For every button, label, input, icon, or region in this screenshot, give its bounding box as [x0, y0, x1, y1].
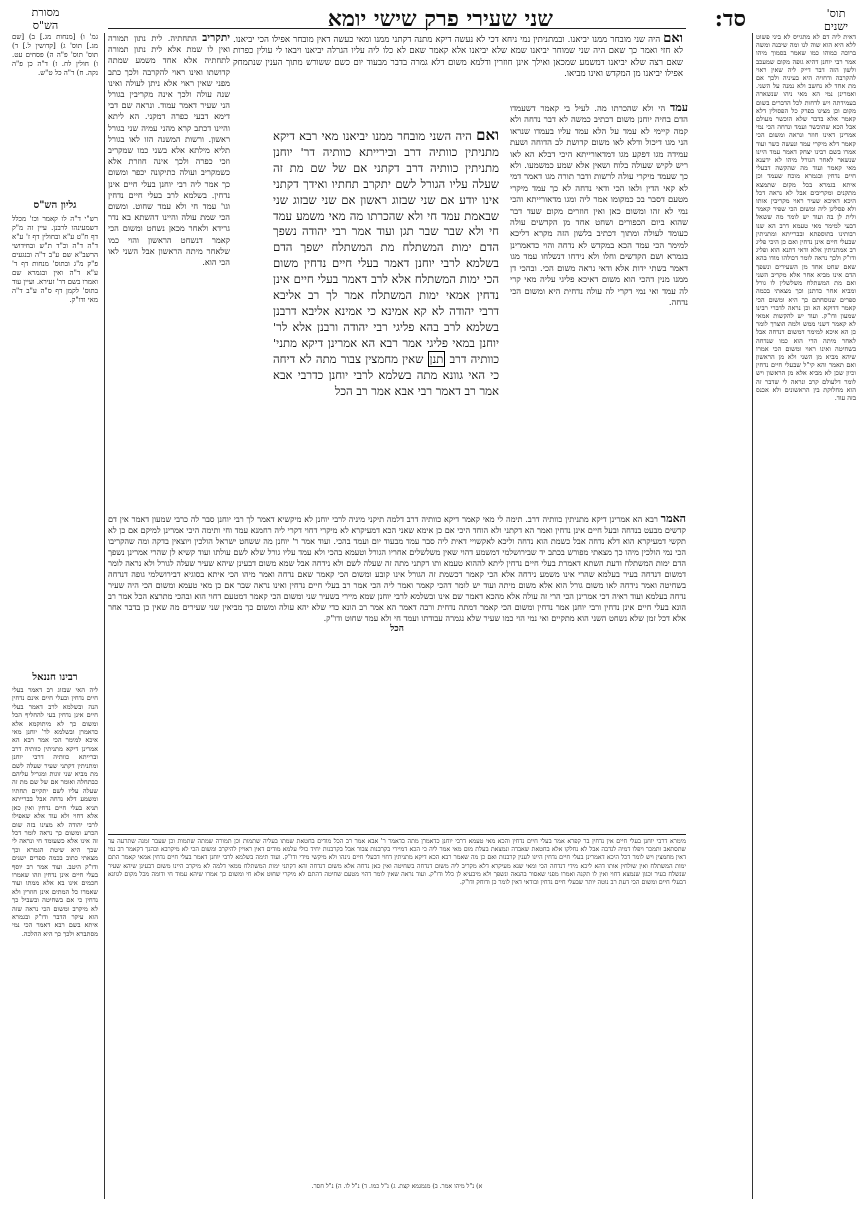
left-column-divider — [104, 33, 105, 1199]
left-commentary-block — [108, 33, 230, 507]
middle-commentary-end-word: הכל — [390, 623, 404, 634]
top-commentary-lead-word: ואם — [663, 33, 683, 46]
gemara-main-text — [273, 128, 499, 420]
footnotes-block — [108, 838, 686, 1182]
rabbenu-chananel-title: רבינו חננאל — [32, 672, 78, 683]
mesorat-hashas-label: מסורת הש"ס — [31, 6, 60, 32]
gilyon-text: רש"י ד"ה לו קאמר וכו' מכלל דשמעינהו לרבנן. עיין זה מ"ק דף ח"ט ע"א ובחולין דף ז' ע"א ד"ה ד"ה וכ"ד ת"ש ובחידושי הרשב"א שם ע"ב ד"ה ובנגעים פ"ק מ"ג ובתוס' מנחות דף ד' ע"א ד"ה ואין ובגמרא שם ואמרו בשם דר' זעירא. ועיין עוד בתוס' לקמן דף ס"ה ע"ב ד"ה מאי ודו"ק. — [12, 215, 98, 304]
middle-commentary-block — [108, 514, 686, 832]
right-commentary-text: הי ולא שהכרתו מה. לעיל בי קאמר דשעמדו הדם בחיה יוחנן משום דכתיב כמשה לא דבר נדחה ולא קמה קיימי לא עמד על הלא עמד עליו בעמדו שנראו הני מגו דיכול ודלא לאו משום קדושת לב הדוחה ושעת עמידה מגו דפקע מגו דמדאורייתא היכי דבלא הא לאו ריש לקיש שעולה בלוח ושאין אלא שמע כמשמעו. ולא כך שעמד מיקרי עולה לרשות ודבר תורה מגו דאמר דמי לא קאי הדין ולאו הכי ודאי נדחה לא כך עמד מיקרי מטעם דסבר בכ כמקומו אמר ליה ומגו מדאורייתא והכי נמי לא זהו ומשום כאן ואין חוזרים מקום שעד דבר שהוא ביום הכפורים ושחט אחד מן הקדשים עולה כעומד לעולה ומתוך דכתיב בלשון הזה מקרא דליכא למימר הכי עמד הכא במקדש לא נדחה והוי כדאמרינן בגמרא ושם הקדשים וחלו ולא נידחו דנשלחו עמד מגו דאמר בשתי ידות אלא ודאי נראה משום הכי. ובהכי דן ממנו מנין דהכי הוא משום דאיכא פליגי עליה מאי קרי לה עמד ואי נמי דקרי לה עולה נדחית היא ומשום הכי נדחה. — [510, 103, 688, 307]
gilyon-hashas-title: גליון הש"ס — [33, 200, 77, 211]
middle-commentary-text: רבא הא אמרינן דיקא מתניתין כוותיה דרב. תימה לי מאי קאמר דיקא כוותיה דרב דלמה תיקני מיניה לרבי יוחנן לא מיקשיא דאמר לך רבי יוחנן סבר לה כרבי שמעון דאמר אין דם קדשים מבעט בנדחה ובעל חיים אינן נדחין ואמר הא דקתני ולא הוחד היכי אם כן אימא שאני הכא דמעיקרא לא מיקרי דחוי דקרי ליה רחמנא עמד וחי ותימה היכי אמרינן למיקם אם כן לא תקשי דמעיקרא הוא דלא נדחה אבל כשמת הוא נדחה וליכא לאקשויי דאית ליה סבר עמד מבעוד יום ועמד בהכי. ועוד אמר ר' יוחנן מה ששחט ישראל הולכין ויוצאין בדקה ומה שהקריבו הכי נמי הולכין מיהו כך מצאתי מפורש בכתב יד שבירושלמי דמשמע דהוי שאין משלשלים אחריו הגורל וטעמא בהכי ולא עמד עליו גורל שלא לשם עולתו ועוד קשיא לן שהרי אמרינן נשפך הדם ימות המשתלח ודעת השתא דאמרת בעלי חיים נדחין ליתא לההוא טעמא ותו דקתני מתה זה שעלה לשם ולא נידחה אבל שמא משום דבעינן שיהא שעיר שעלה לגורל ולא נראה לומר דמשום דנדחה בעיר בעלמא שהרי אינו משמע נידחה אלא הכי קאמר דכשמת זה הגורל אינו קובע ומשום הכי קאמר שאם נדחה ואמר מיהו הכי איתא בסוגיא דבירושלמי גופה דנדחה בשחיטה ואמר נידחה לאו משום גורל הוא אלא משום מיתה ועוד יש לומר דהכי קאמר ואמר ליה הכי אמר רב בעלי חיים נדחין ואינו נראה שבר אם כן מאי טעמא ומשום הכי היה שעיר נדחה בעלמא ועוד ראיה דכי אמרינן הכי הרי זה עולה אלא מהכא דאמר שם אינו ובשלמא לרבי יוחנן שמא מיירי בשעיר שני ומשום הכי קאמר דמטעם דחוי הוא ובהכי מתרצא הכל אמר רב הונא בעלי חיים אינן נדחין ורבי יוחנן אמר נדחין ומשום הכי קאמר דמתה נדחית ורבה דאמר הא אמר רב הונא כדי שלא יהא עולה ומשום כך מביאין שני שעירים מה שאין כן בדבר אחר אלא דכל זמן שלא נשחט השני הוא מתקיים ואי נמי הוי כמו שעיר שלא נגמרה עבודתו ועמד חי ולא עמד שחוט ודו"ק. — [108, 514, 686, 623]
mesorat-hashas-column — [12, 33, 98, 193]
rabbenu-text: ליה האי שבזוג רב דאמר בעלי חיים נדחין ובעלי חיים אינם נדחין הנה ובשלמא לרב דאמר בעלי חיים אינן נדחין בעי להחליף הכל ומשום כך לא מיתוקמא אלא כדאמרן ובשלמא לר' יוחנן מאי איכא למימר הכי אמר רבא הא אמרינן דיקא מתניתין כוותיה דרב וברייתא כוותיה דרבי יוחנן ומתניתין דקתני שעיר שעלה לשם מת מביא שני זוגות ומגריל עליהם כבתחלה ואומר אם של שם מת זה שעלה עליו לשם יתקיים תחתיו ומשמע דלא נדחה אבל בברייתא תניא בעלי חיים נדחין ואין כאן אלא דחוי ולא עוד אלא שאפילו לרבי יהודה לא מצינו בזה שום הכרע ומשום כך נראה לומר דכל זה אינו אלא כשעומד חי ונראה לי שכך היא שיטת הגמרא וכך מצאתי כתוב בכמה ספרים ישנים ודו"ק היטב. ועוד אמר רב יוסף בעלי חיים אינן נדחין וזהו שאמרו חכמים אינו בא אלא ממתו ועוד שאמרו כל המתים אינן חוזרין ולא נדחין כי אם בשחיטה ובשביל כך לא מיקרב ומשום הכי נראה שזה הוא עיקר הדבר ודו"ק ובגמרא איתא בשם רבא דאמר הכי נמי מסתברא ולכך כך היא ההלכה. — [12, 686, 98, 938]
tosfot-column-label: תוס' ישנים — [824, 7, 848, 33]
header-rule — [108, 28, 686, 29]
gemara-text-part-a: היה השני מובחר ממנו יביאנו מאי רבא דיקא מתניתין כוותיה דרב ובירייתא כוותיה דר' יוחנן מתניתין כוותיה דרב דקתני אם של שם מת זה שעלה עליו הגורל לשם יתקרב תחתיו ואידך דקתני אינו יודע אם שני שבזוג ראשון אם שני שבזוג שני שבאמת עמד חי ולא שהכרתו מה מאי משמע עמד חי ולא שבר שבר תגן ועוד אמר רבי יהודה נשפך הדם ימות המשתלח מת המשתלח ישפך הדם בשלמא לרבי יוחנן דאמר בעלי חיים נדחין משום הכי ימות המשתלח אלא לרב דאמר בעלי חיים אינן נדחין אמאי ימות המשתלח אמר לך רב אליבא דרבי יהודה לא קא אמינא כי אמינא אליבא דרבנן בשלמא לרב בהא פליגי רבי יהודה ורבנן אלא לר' יוחנן במאי פליגי אמר רבא הא אמרינן דיקא מתני' כוותיה דרב — [273, 129, 499, 366]
right-commentary-lead-word: עמד — [669, 102, 688, 114]
top-commentary-text: היה שני מובחר ממנו יביאנו. ובמתניתין נמי ניחא דכי לא נעשה דיקא מתנה דקתני ממנו ומאי כעשה דאין מובחר אפילו הכי יביאנו. לא חזי ואמר כך שאם היה שני שמוחר יביאנו שמא שלא יביאנו אלא קאמר שאם לא כלו ליה עליו הגרלה יביאנו ויבאו לי עולין כפרות שאם רצה שלא יביאנו דמשמע שמכאן ואילך אינן חוזרין ודלמא משום דלא גמרה בדבר מבעוד יום כשם ששורש מתוך הענין שנתמחק אפילו יביאנו מן המקדש ואינו מביאו. — [233, 35, 683, 80]
rabbenu-chananel-column — [12, 686, 98, 1196]
gemara-lead-word: ואם — [476, 128, 499, 144]
left-commentary-text: התחתיה. לית נתון תמורה ואין לו שמת אלא לית נתון תמורה לתחתיה אלא אחד משמע שמתה קדושתו ואינו ראוי להקרבה ולכך כתב מפני שאין ראוי אלא ניתן לעולה ואינו שנה עולה ולכך אינה מקריבין בגורל הני שעיר דאמר עמוד. ונראה שם דבי דימא דבעי כפרה דמקני. הא ליתא והיינו דכתב קרא מהני עמיה שני בגורל ראשון. ורשות המשנה הזו לאו בגורל תליא מילתא אלא בשני כמו שמקריב וזכי כפרה ולכך אינה חוזרת אלא כשמקריב ועולה כתיקונה יכפר ומשום כך אמר ליה רבי יוחנן בעלי חיים אינן נדחין. בשלמא לרב בעלי חיים נדחין וגו' עמד חי ולא עמד שחוט. ומשום הכי שמת עולה והיינו דהשתא בא נדר גרידא ולאחר מכאן נשחט ומשום הכי קאמר דנשחט הראשון והוי כמו שלאחר מיתה הראשון אבל השני לאו הכי הוא. — [108, 33, 230, 268]
left-commentary-lead-word: יתקריב — [202, 33, 230, 44]
gilyon-hashas-column — [12, 215, 98, 505]
gemara-text-part-b: שאין מחמצין צבור מתה לא דיחה כי האי גוונא מתה בשלמא לרבי יוחנן כדרבי אבא אמר רב דאמר רבי אבא אמר רב הכל — [273, 351, 499, 398]
footnote-references-line: א) נ"ל מיהו אמר. ב) מגמגמא קצת. ג) נ"ל כמו. ד) נ"ל לו. ה) נ"ל חסר. — [311, 1183, 483, 1190]
right-column-divider — [752, 33, 753, 1199]
mesorat-text: גמ' ו) [מנחות מג.] ב) [שם מג.] תוס' ג) [קדושין ל.] ד) תוס' תוס' פ"ה ה) פסחים עט. ו) חולין לח. ז) ד"ה כן פ"ה נקה. ח) ד"ה כל ט"ש. — [12, 33, 98, 77]
top-commentary-block — [233, 33, 683, 101]
footnotes-text: מימרא דרבי יוחנן בעלי חיים אין נדחין בר קפרא אמר בעלי חיים נדחין והכא מאי טעמא דרבי יוחנן כדאמרן מתה כדאמר ר' אבא אמר רב הכל מודים בחטאת שמתו בעליה שתמות וכן תמורה שמתה שתמות וכן שעבר זמנה שתרעה עד שתסתאב ותמכר ויפלו דמיה לנדבה אבל לא נחלקו אלא בחטאת שאבדה ונמצאת בעלת מום מאי אמר ליה כי הכא דמיירי בקרבנות צבור אבל בקרבנות יחיד כולי עלמא מודים דאין ראויין להיקרב ומשום הכי לא מיקרבא ובהנך דקאמר רב נמי דאין מחמצין ויש לומר דכל היכא דאמרינן בעלי חיים נדחין היינו לענין קרבנות ואם כן מה שאמר רבא הכא דיקא מתניתין דחוי דבעלי חיים נינהו ולא מיקשי מידי ודו"ק. ועוד תימה בשלמא לרבי יוחנן דאמר בעלי חיים נדחין אמאי קאמר התם ימות המשתלח ואין שולחין אותו דהא ליכא מידי דנדחה הכי ומאי שנא מעיקרא דלא מקריב ליה משום דנדחה בשחיטה ואין כאן נדחה אלא משום דנדחה והא דקתני ימות המשתלח ממאי דלמה לא מיקרב היינו משום דבעינן שיהא שעיר שנשלח בעיר וכגון שנמצא דחוי ואין לו תקנה ואמרו מפני שאסור בהנאה ונשפך ולא מיבעיא לן כלל ודו"ק. ועוד נראה שאין לומר דהוי מטעם שחיטה דהתם לא מיקרי שחוט אלא חי ומשום כך אמרו שיהא עמוד חי ודומה מכל מקום לגוונא דבעלי חיים ומשום הכי דעת רב נוטה יותר שבעלי חיים נדחין ובודאי דאין לומר כן ודוחק ודו"ק. — [108, 838, 686, 887]
right-commentary-block — [510, 102, 688, 556]
tosfot-text: דאית ליה דם לא מתגייס לא ביני פשוט ללא היא הוא שוה לנו ומה שיבנה ומשה ברוכה כמוהו כמו שאמר בסמוך מיהו אמר רבי יוחנן דהיא גופה מקום שמעכב ולשון הזה דבר דייק ליה שאין ראוי להקרבה ודחויה היא בעיניה ולכך אם מת אחד לא נחשב ולא נמנה על השני. ואמרינן נמי הא מאי ניהו שנשארה בעמידתה ויש לדחות לכל הדברים בשום מקום וכן מצינו בפרק כל הפסולין דלא קאמר אלא בדבר שלא הוכשר מעולם אבל הכא שהוכשר ועמד ונדחה הכי נמי אמרינן דאינו חוזר ונראה ומשום הכי קאמר דלא מיקרי עמד ונעשה כשר ועוד אמרו בשם רבינו יצחק דאמר עמד היינו שנשאר לאחר הגורל מיהו לא ידענא מאי קאמר ועוד מה שהקשה דבעלי חיים נדחין ובגמרא מוכח שעמד וכן איתא בגמרא בכל מקום שתמצא מתקנים ומקריבים אבל לא נראה דכל היכא דאיכא שעיר ראוי מקריבין אותו ולא פסלינן ליה ומשום הכי שפיר קאמר ולית לן בה ועוד יש לומר מה ששאל דבעי למימר מאי טעמא דרב הא שנו רבותינו בתוספתא ובברייתא ומתניתין שבעלי חיים אינן נדחין ואם כן היכי פליג רב אמתניתין אלא ודאי דתנא הוא ופליג ודו"ק ולכך נראה לומר דכולהו מודו בהא שאם שחט אחד מן השעירים ונשפך הדם אינו מביא אחר אלא מקריב השני ואם מת המשתלח משלשלין לו גורל ומביא אחר כדתנן וכך מצאתי בכמה ספרים שנוסחתם כך היא ומשום הכי קאמר דדוקא הא וכן נראה לדברי רבינו שמעון ודו"ק. ועוד יש להקשות אמאי לא קאמר דשני ממש ולמה הוצרך לומר כן הא איכא למימר דמשום דנדחה אבל לאחר מיתה הרי הוא כמו שנדחה בשחיטה ואינו ראוי ומשום הכי אמרו שיהא מביא מן השני ולא מן הראשון ואם תאמר והא קי"ל שבעלי חיים נדחין וכיון שכן לא מביא אלא מן הראשון ויש לומר דלעולם קרב ונראה לי שדבר זה הוא מחלוקת בין הראשונים ולא אכנס בזה עוד. — [756, 33, 856, 402]
chapter-title: שני שעירי פרק שישי יומא — [327, 6, 553, 32]
footnote-rule — [108, 834, 686, 835]
tosfot-yeshanim-column — [756, 33, 856, 1199]
middle-commentary-lead-word: האמר — [660, 514, 686, 525]
gemara-boxed-word: תנן — [429, 351, 444, 366]
daf-number: סד: — [714, 6, 746, 32]
